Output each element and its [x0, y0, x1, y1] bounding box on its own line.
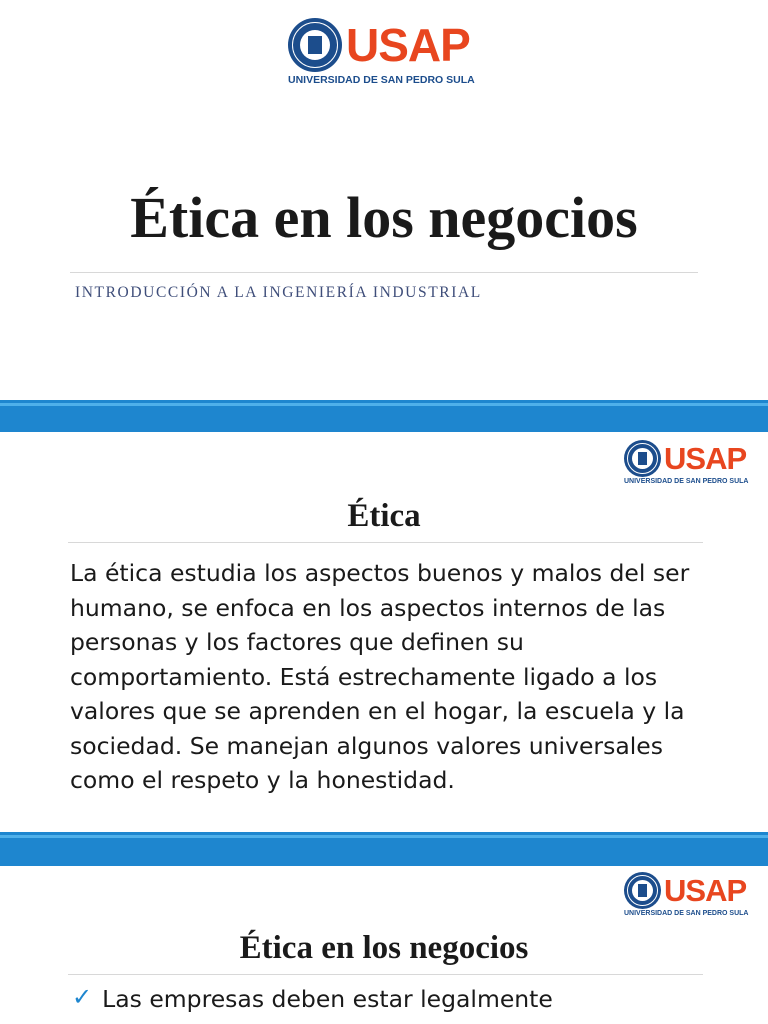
logo-tagline: UNIVERSIDAD DE SAN PEDRO SULA	[624, 478, 749, 485]
bullet-item	[72, 982, 553, 1016]
check-icon: ✓	[72, 983, 93, 1011]
slide-separator	[0, 400, 768, 432]
slide-etica	[0, 432, 768, 832]
slide-title	[0, 0, 768, 400]
usap-logo	[288, 18, 475, 86]
logo-wordmark: USAP	[664, 440, 747, 476]
usap-seal-icon	[288, 18, 342, 72]
heading-divider	[68, 974, 703, 975]
logo-wordmark: USAP	[346, 19, 470, 71]
heading-divider	[68, 542, 703, 543]
slide-body-text: La ética estudia los aspectos buenos y malos del ser humano, se enfoca en los aspectos internos de las personas y los factores que definen su comportamiento. Está estrechamente ligado a los valores que se aprenden en el hogar, la escuela y la sociedad. Se manejan algunos valores universales como el respeto y la honestidad.	[70, 559, 690, 794]
title-divider	[70, 272, 698, 273]
usap-logo	[624, 872, 748, 917]
slide-etica-negocios	[0, 866, 768, 1024]
presentation-subtitle: INTRODUCCIÓN A LA INGENIERÍA INDUSTRIAL	[75, 284, 482, 301]
logo-tagline: UNIVERSIDAD DE SAN PEDRO SULA	[288, 74, 475, 86]
slide-separator	[0, 832, 768, 866]
slide-heading: Ética	[347, 498, 421, 534]
slide-heading: Ética en los negocios	[239, 930, 529, 966]
bullet-text: Las empresas deben estar legalmente	[102, 985, 553, 1013]
presentation-title: Ética en los negocios	[130, 185, 638, 250]
logo-tagline: UNIVERSIDAD DE SAN PEDRO SULA	[624, 910, 749, 917]
logo-wordmark: USAP	[664, 872, 747, 908]
usap-logo	[624, 440, 748, 485]
usap-seal-icon	[624, 440, 661, 477]
usap-seal-icon	[624, 872, 661, 909]
